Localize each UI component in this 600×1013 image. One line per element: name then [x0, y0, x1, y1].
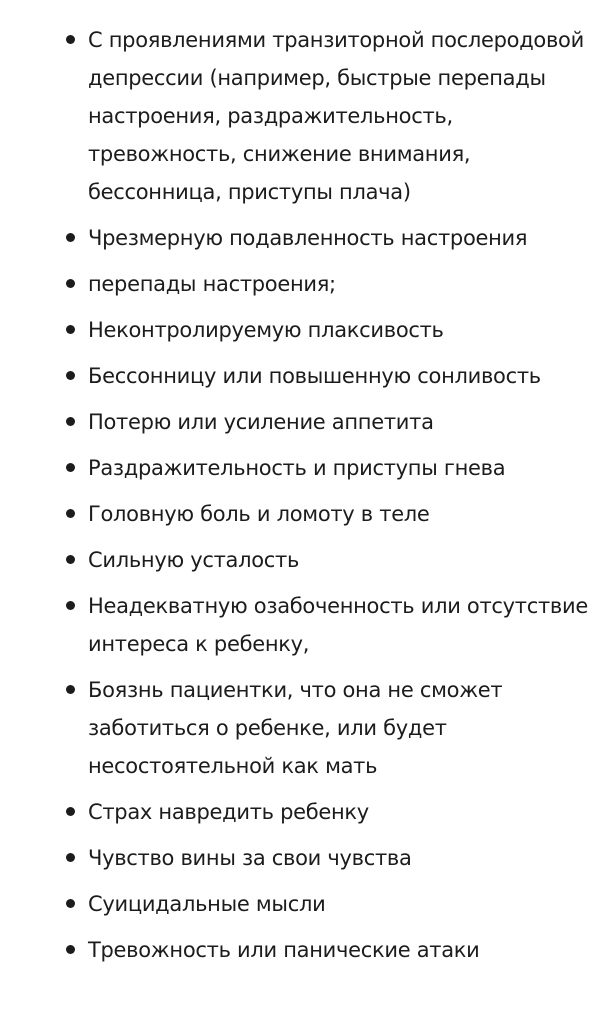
list-item-text: Чрезмерную подавленность настроения	[88, 226, 528, 250]
list-item-text: Чувство вины за свои чувства	[88, 846, 412, 870]
bullet-icon	[66, 325, 75, 334]
list-item-text: Сильную усталость	[88, 548, 300, 572]
bullet-icon	[66, 35, 75, 44]
bullet-icon	[66, 279, 75, 288]
list-item-text: Головную боль и ломоту в теле	[88, 502, 430, 526]
list-item	[88, 671, 588, 785]
list-item-text: Раздражительность и приступы гнева	[88, 456, 506, 480]
list-item	[88, 931, 588, 969]
list-item-text: С проявлениями транзиторной послеродовой депрессии (например, быстрые перепады настроения, раздражительность, тревожность, снижение внимания, бессонница, приступы плача)	[88, 28, 584, 204]
list-item-text: Неконтролируемую плаксивость	[88, 318, 444, 342]
bullet-icon	[66, 463, 75, 472]
bullet-icon	[66, 899, 75, 908]
list-item-text: Страх навредить ребенку	[88, 800, 369, 824]
list-item	[88, 265, 588, 303]
list-item	[88, 587, 588, 663]
bullet-icon	[66, 807, 75, 816]
list-item	[88, 885, 588, 923]
list-item	[88, 21, 588, 211]
list-item	[88, 541, 588, 579]
bullet-icon	[66, 853, 75, 862]
list-item-text: Бессонницу или повышенную сонливость	[88, 364, 541, 388]
bullet-icon	[66, 945, 75, 954]
bullet-icon	[66, 601, 75, 610]
bullet-icon	[66, 371, 75, 380]
bullet-icon	[66, 233, 75, 242]
list-item-text: Тревожность или панические атаки	[88, 938, 480, 962]
list-item	[88, 495, 588, 533]
list-item-text: Боязнь пациентки, что она не сможет заботиться о ребенке, или будет несостоятельной как мать	[88, 678, 503, 778]
bullet-icon	[66, 555, 75, 564]
list-item	[88, 793, 588, 831]
list-item	[88, 403, 588, 441]
list-item-text: Неадекватную озабоченность или отсутствие интереса к ребенку,	[88, 594, 588, 656]
list-item	[88, 219, 588, 257]
list-item	[88, 311, 588, 349]
bullet-icon	[66, 685, 75, 694]
list-item-text: Суицидальные мысли	[88, 892, 326, 916]
list-item	[88, 839, 588, 877]
bullet-icon	[66, 417, 75, 426]
list-item	[88, 357, 588, 395]
bullet-icon	[66, 509, 75, 518]
list-item-text: перепады настроения;	[88, 272, 336, 296]
list-item	[88, 449, 588, 487]
list-item-text: Потерю или усиление аппетита	[88, 410, 434, 434]
